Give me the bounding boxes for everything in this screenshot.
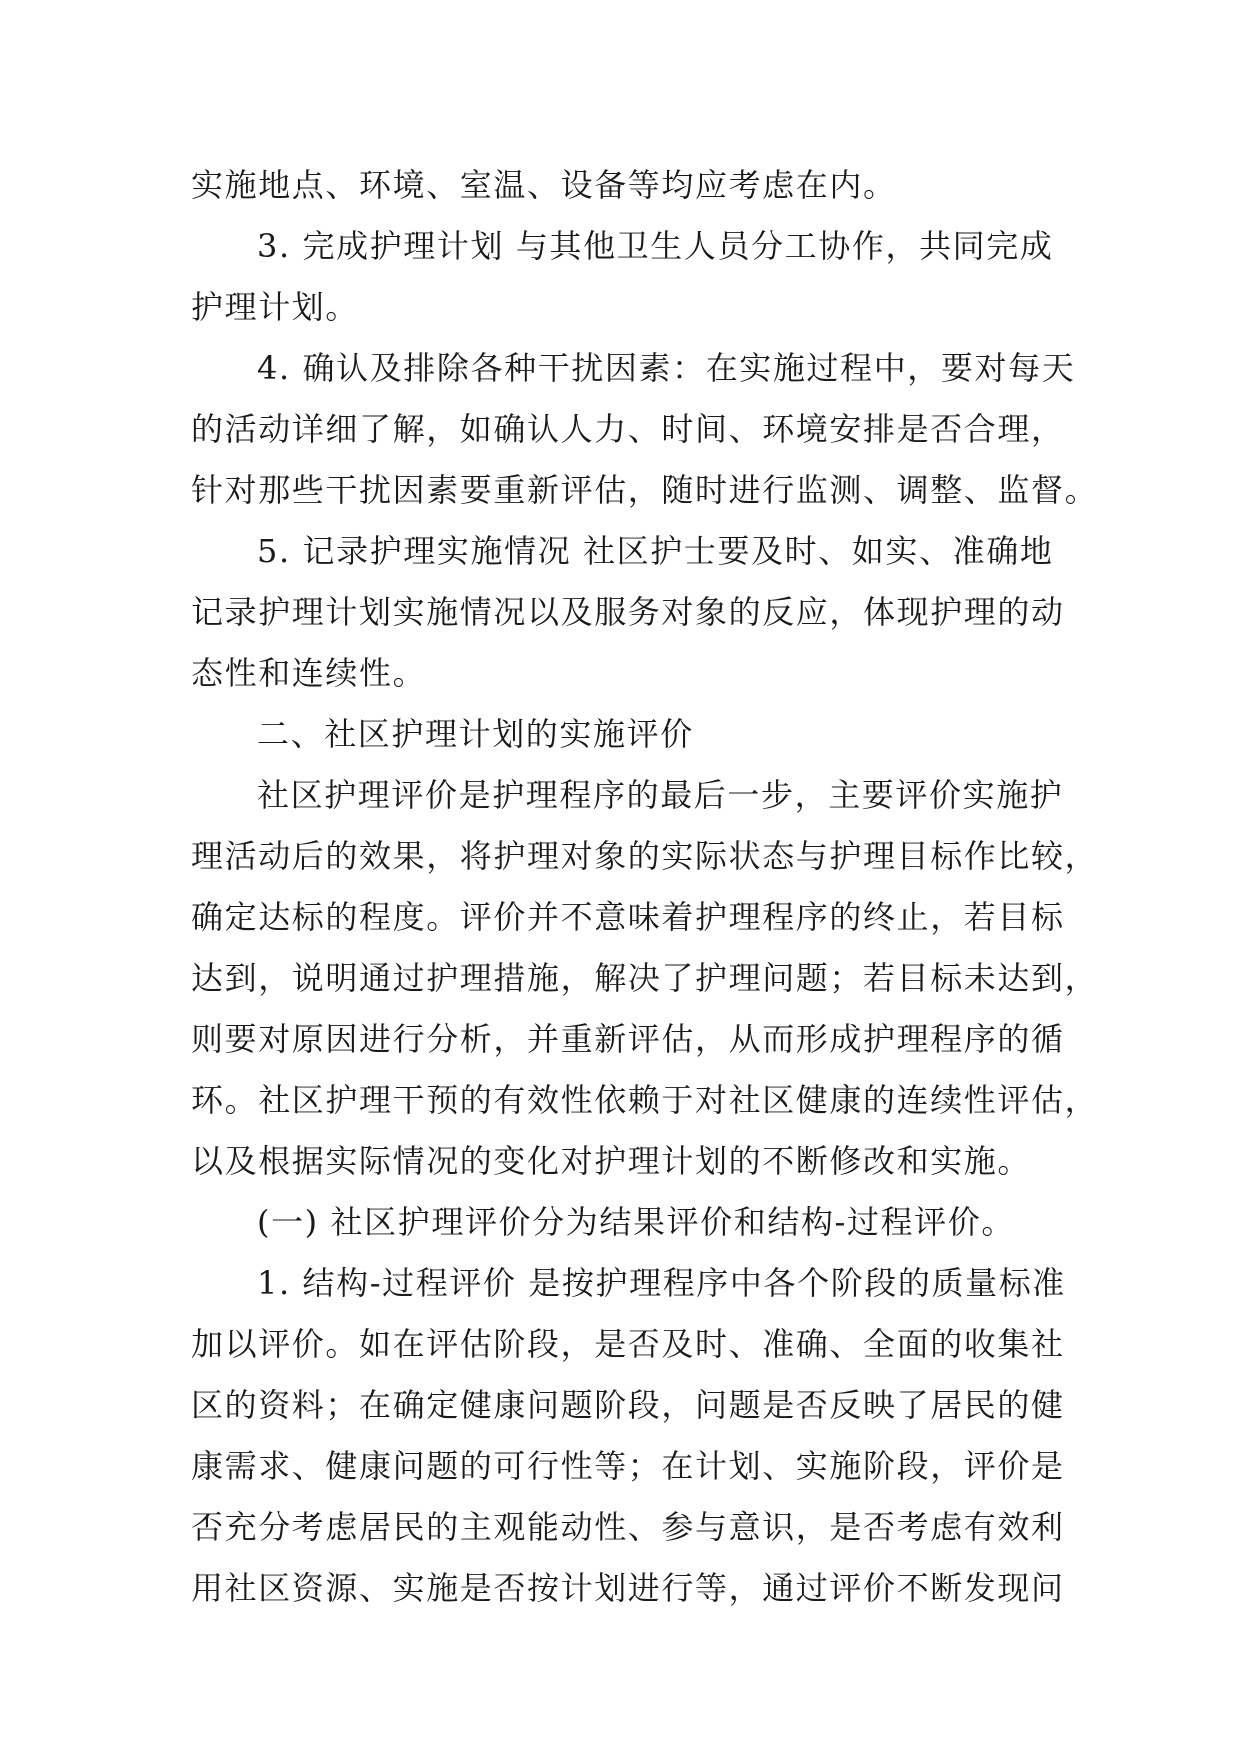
text-line: 达到，说明通过护理措施，解决了护理问题；若目标未达到， bbox=[191, 959, 1099, 997]
text-line: 社区护理评价是护理程序的最后一步，主要评价实施护 bbox=[257, 776, 1064, 814]
text-line: 5. 记录护理实施情况 社区护士要及时、如实、准确地 bbox=[257, 532, 1054, 570]
text-line: 态性和连续性。 bbox=[191, 654, 427, 692]
body-text bbox=[191, 155, 1099, 1619]
text-line: 以及根据实际情况的变化对护理计划的不断修改和实施。 bbox=[191, 1142, 1032, 1180]
text-line: 区的资料；在确定健康问题阶段，问题是否反映了居民的健 bbox=[191, 1386, 1065, 1424]
text-line: 实施地点、环境、室温、设备等均应考虑在内。 bbox=[191, 166, 897, 204]
text-line: 1. 结构-过程评价 是按护理程序中各个阶段的质量标准 bbox=[257, 1264, 1066, 1302]
text-line: 护理计划。 bbox=[191, 288, 360, 326]
text-line: 针对那些干扰因素要重新评估，随时进行监测、调整、监督。 bbox=[191, 471, 1099, 509]
text-line: 记录护理计划实施情况以及服务对象的反应，体现护理的动 bbox=[191, 593, 1065, 631]
text-line: 3. 完成护理计划 与其他卫生人员分工协作，共同完成 bbox=[257, 227, 1054, 265]
text-line: 的活动详细了解，如确认人力、时间、环境安排是否合理， bbox=[191, 410, 1065, 448]
text-line: 康需求、健康问题的可行性等；在计划、实施阶段，评价是 bbox=[191, 1447, 1065, 1485]
text-line: 否充分考虑居民的主观能动性、参与意识，是否考虑有效利 bbox=[191, 1508, 1065, 1546]
text-line: (一) 社区护理评价分为结果评价和结构-过程评价。 bbox=[257, 1203, 1015, 1241]
text-line: 4. 确认及排除各种干扰因素：在实施过程中，要对每天 bbox=[257, 349, 1076, 387]
text-line: 用社区资源、实施是否按计划进行等，通过评价不断发现问 bbox=[191, 1569, 1065, 1607]
text-line: 则要对原因进行分析，并重新评估，从而形成护理程序的循 bbox=[191, 1020, 1065, 1058]
text-line: 环。社区护理干预的有效性依赖于对社区健康的连续性评估， bbox=[191, 1081, 1099, 1119]
text-line: 二、社区护理计划的实施评价 bbox=[257, 715, 694, 753]
text-line: 确定达标的程度。评价并不意味着护理程序的终止，若目标 bbox=[191, 898, 1065, 936]
text-line: 理活动后的效果，将护理对象的实际状态与护理目标作比较， bbox=[191, 837, 1099, 875]
text-line: 加以评价。如在评估阶段，是否及时、准确、全面的收集社 bbox=[191, 1325, 1065, 1363]
